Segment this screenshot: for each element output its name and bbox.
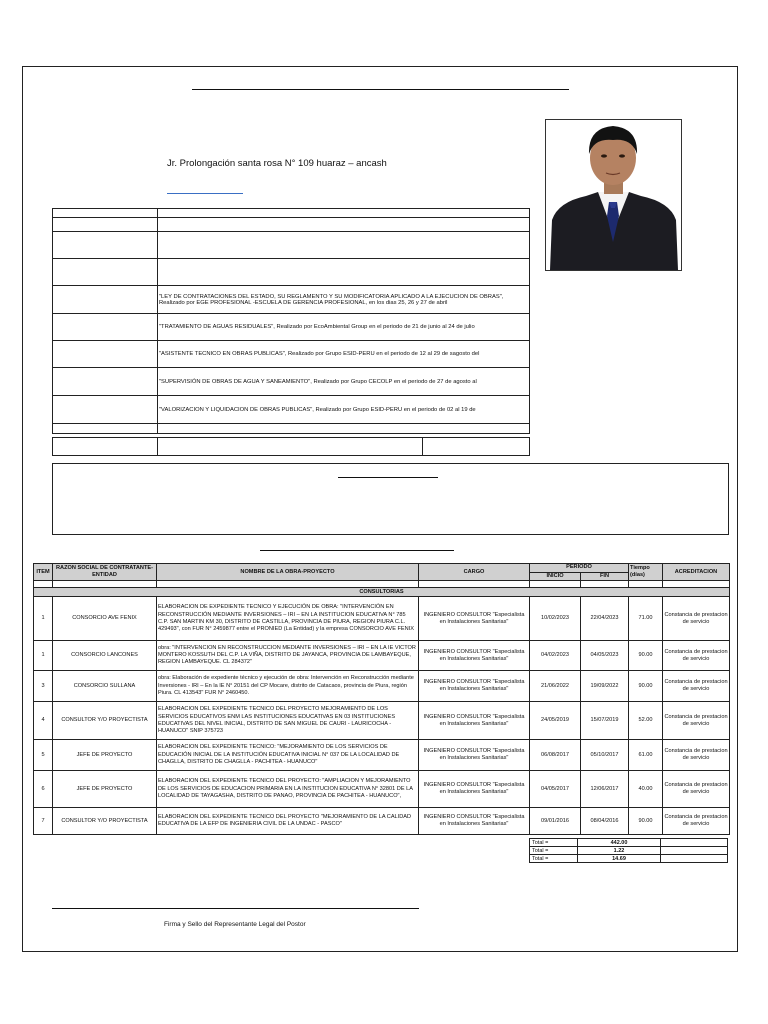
cell-tiempo: 90.00 bbox=[629, 808, 663, 835]
section-title-underline bbox=[260, 550, 454, 551]
cell-inicio: 06/08/2017 bbox=[530, 740, 581, 771]
cell-cargo: INGENIERO CONSULTOR "Especialista en Instalaciones Sanitarias" bbox=[419, 641, 530, 671]
header-obra: NOMBRE DE LA OBRA-PROYECTO bbox=[157, 564, 419, 581]
profile-photo bbox=[545, 119, 682, 271]
cell-cargo: INGENIERO CONSULTOR "Especialista en Instalaciones Sanitarias" bbox=[419, 702, 530, 740]
cell-obra: ELABORACION DEL EXPEDIENTE TECNICO DEL PROYECTO: "AMPLIACION Y MEJORAMIENTO DE LOS SERVICIOS DE EDUCACION PRIMARIA EN LA INSTITUCION EDUCATIVA N° 32801 DE LA LOCALIDAD DE TAYAGASHA, DISTRITO DE PANAO, PROVINCIA DE PACHITEA - HUANUCO", bbox=[157, 771, 419, 808]
cell-razon-social: CONSORCIO SULLANA bbox=[53, 671, 157, 702]
cell-fin: 04/05/2023 bbox=[581, 641, 629, 671]
cell-fin: 19/09/2022 bbox=[581, 671, 629, 702]
header-fin: FIN bbox=[581, 573, 629, 581]
cell-inicio: 10/02/2023 bbox=[530, 597, 581, 641]
cell-inicio: 04/05/2017 bbox=[530, 771, 581, 808]
signature-line bbox=[52, 908, 419, 909]
cell-obra: obra: "INTERVENCION EN RECONSTRUCCION MEDIANTE INVERSIONES – IRI – EN LA IE VICTOR MONTERO KOSSUTH DEL C.P. LA VIÑA, DISTRITO DE JAYANCA, PROVINCIA DE LAMBAYEQUE, REGION LAMBAYEQUE. CL 284372" bbox=[157, 641, 419, 671]
training-text: "VALORIZACION Y LIQUIDACION DE OBRAS PUBLICAS", Realizado por Grupo ESID-PERU en el periodo de 02 al 19 de bbox=[158, 396, 530, 424]
total-row bbox=[530, 847, 728, 855]
experience-table bbox=[33, 563, 730, 835]
training-row bbox=[53, 314, 530, 341]
experience-row bbox=[34, 702, 730, 740]
cell-cargo: INGENIERO CONSULTOR "Especialista en Instalaciones Sanitarias" bbox=[419, 740, 530, 771]
experience-row bbox=[34, 771, 730, 808]
cell-acreditacion: Constancia de prestacion de servicio bbox=[663, 702, 730, 740]
total-value: 14.69 bbox=[578, 855, 661, 863]
cell-obra: ELABORACION DE EXPEDIENTE TECNICO Y EJECUCIÓN DE OBRA: "INTERVENCIÓN EN RECONSTRUCCIÓN MEDIANTE INVERSIONES – IRI – EN LA INSTITUCION EDUCATIVA N° 785 C.P. SAN MARTIN KM 30, DISTRITO DE CASTILLA, PROVINCIA DE PIURA, REGION PIURA C.L. 429493", con FUR N° 2459877 entre el PRONIED (La Entidad) y la empresa CONSORCIO AVE FENIX bbox=[157, 597, 419, 641]
signature-caption: Firma y Sello del Representante Legal del Postor bbox=[164, 921, 306, 928]
experience-row bbox=[34, 671, 730, 702]
training-text: "ASISTENTE TECNICO EN OBRAS PUBLICAS", Realizado por Grupo ESID-PERU en el periodo de 12 al 29 de sagosto del bbox=[158, 341, 530, 368]
cell-cargo: INGENIERO CONSULTOR "Especialista en Instalaciones Sanitarias" bbox=[419, 597, 530, 641]
cell-cargo: INGENIERO CONSULTOR "Especialista en Instalaciones Sanitarias" bbox=[419, 671, 530, 702]
cell-razon-social: JEFE DE PROYECTO bbox=[53, 771, 157, 808]
cell-fin: 12/06/2017 bbox=[581, 771, 629, 808]
summary-box bbox=[52, 463, 729, 535]
cell-razon-social: CONSULTOR Y/O PROYECTISTA bbox=[53, 808, 157, 835]
cell-acreditacion: Constancia de prestacion de servicio bbox=[663, 808, 730, 835]
cell-item: 5 bbox=[34, 740, 53, 771]
address-text: Jr. Prolongación santa rosa N° 109 huaraz – ancash bbox=[167, 158, 387, 169]
header-item: ITEM bbox=[34, 564, 53, 581]
person-portrait-icon bbox=[546, 120, 681, 270]
cell-item: 7 bbox=[34, 808, 53, 835]
cell-tiempo: 71.00 bbox=[629, 597, 663, 641]
cell-razon-social: CONSORCIO LANCONES bbox=[53, 641, 157, 671]
cell-fin: 05/10/2017 bbox=[581, 740, 629, 771]
box-title-underline bbox=[338, 477, 438, 478]
cell-obra: ELABORACION DEL EXPEDIENTE TECNICO DEL PROYECTO "MEJORAMIENTO DE LA CALIDAD EDUCATIVA DE LA EFP DE INGENIERIA CIVIL DE LA UNDAC - PASCO" bbox=[157, 808, 419, 835]
training-text: "SUPERVISIÓN DE OBRAS DE AGUA Y SANEAMIENTO", Realizado por Grupo CECOLP en el periodo de 27 de agosto al bbox=[158, 368, 530, 396]
training-row bbox=[53, 286, 530, 314]
cell-fin: 22/04/2023 bbox=[581, 597, 629, 641]
header-cargo: CARGO bbox=[419, 564, 530, 581]
cell-cargo: INGENIERO CONSULTOR "Especialista en Instalaciones Sanitarias" bbox=[419, 771, 530, 808]
training-table bbox=[52, 208, 530, 434]
cell-acreditacion: Constancia de prestacion de servicio bbox=[663, 771, 730, 808]
training-text: "LEY DE CONTRATACIONES DEL ESTADO, SU REGLAMENTO Y SU MODIFICATORIA APLICADO A LA EJECUCION DE OBRAS", Realizado por EGE PROFESIONAL -ESCUELA DE GERENCIA PROFESIONAL, en los dias 25, 26 y 27 de abril bbox=[158, 286, 530, 314]
cell-acreditacion: Constancia de prestacion de servicio bbox=[663, 740, 730, 771]
cell-acreditacion: Constancia de prestacion de servicio bbox=[663, 641, 730, 671]
total-row bbox=[530, 839, 728, 847]
cell-inicio: 24/05/2019 bbox=[530, 702, 581, 740]
total-value: 1.22 bbox=[578, 847, 661, 855]
header-tiempo: Tiempo (días) bbox=[629, 564, 663, 581]
cell-razon-social: JEFE DE PROYECTO bbox=[53, 740, 157, 771]
email-link-underline[interactable] bbox=[167, 193, 243, 194]
training-text: "TRATAMIENTO DE AGUAS RESIDUALES", Realizado por EcoAmbiental Group en el periodo de 21 de junio al 24 de julio bbox=[158, 314, 530, 341]
total-label: Total = bbox=[530, 839, 578, 847]
cell-tiempo: 90.00 bbox=[629, 671, 663, 702]
cell-acreditacion: Constancia de prestacion de servicio bbox=[663, 597, 730, 641]
experience-row bbox=[34, 808, 730, 835]
totals-table bbox=[529, 838, 728, 863]
cell-tiempo: 61.00 bbox=[629, 740, 663, 771]
cell-item: 1 bbox=[34, 597, 53, 641]
cell-cargo: INGENIERO CONSULTOR "Especialista en Instalaciones Sanitarias" bbox=[419, 808, 530, 835]
group-row bbox=[34, 588, 730, 597]
cell-item: 3 bbox=[34, 671, 53, 702]
cell-razon-social: CONSULTOR Y/O PROYECTISTA bbox=[53, 702, 157, 740]
cell-item: 4 bbox=[34, 702, 53, 740]
header-acreditacion: ACREDITACION bbox=[663, 564, 730, 581]
cell-inicio: 04/02/2023 bbox=[530, 641, 581, 671]
cell-item: 6 bbox=[34, 771, 53, 808]
cell-inicio: 09/01/2016 bbox=[530, 808, 581, 835]
title-underline bbox=[192, 89, 569, 90]
cell-tiempo: 52.00 bbox=[629, 702, 663, 740]
cell-obra: ELABORACION DEL EXPEDIENTE TECNICO DEL PROYECTO MEJORAMIENTO DE LOS SERVICIOS EDUCATIVOS ENM LAS INSTITUCIONES EDUCATIVAS EN 03 INSTITUCIONES EDUCATIVAS DEL NIVEL INICIAL, DISTRITO DE SAN MIGUEL DE CAURI - LAURICOCHA - HUANUCO" SNIP 375723 bbox=[157, 702, 419, 740]
header-razon-social: RAZON SOCIAL DE CONTRATANTE-ENTIDAD bbox=[53, 564, 157, 581]
experience-row bbox=[34, 641, 730, 671]
total-label: Total = bbox=[530, 847, 578, 855]
cell-tiempo: 90.00 bbox=[629, 641, 663, 671]
header-periodo: PERIODO bbox=[530, 564, 629, 573]
cell-obra: ELABORACION DEL EXPEDIENTE TECNICO: "MEJORAMIENTO DE LOS SERVICIOS DE EDUCACIÓN INICIAL DE LA INSTITUCIÓN EDUCATIVA INICIAL N° 037 DE LA LOCALIDAD DE CHAGLLA, DISTRITO DE CHAGLLA - PACHITEA - HUANUCO" bbox=[157, 740, 419, 771]
training-footer-row bbox=[52, 437, 530, 456]
group-label: CONSULTORIAS bbox=[34, 588, 730, 597]
cell-razon-social: CONSORCIO AVE FENIX bbox=[53, 597, 157, 641]
experience-row bbox=[34, 740, 730, 771]
training-row bbox=[53, 396, 530, 424]
cell-acreditacion: Constancia de prestacion de servicio bbox=[663, 671, 730, 702]
training-row bbox=[53, 368, 530, 396]
total-row bbox=[530, 855, 728, 863]
cell-fin: 08/04/2016 bbox=[581, 808, 629, 835]
total-label: Total = bbox=[530, 855, 578, 863]
total-value: 442.00 bbox=[578, 839, 661, 847]
training-row bbox=[53, 341, 530, 368]
cell-obra: obra: Elaboración de expediente técnico y ejecución de obra: Intervención en Reconstrucción mediante Inversiones - IRI – En la IE N° 20151 del CP Mocare, distrito de Catacaos, provincia de Piura, región Piura. CL 413543" FUR N° 2460450. bbox=[157, 671, 419, 702]
header-inicio: INICIO bbox=[530, 573, 581, 581]
cell-tiempo: 40.00 bbox=[629, 771, 663, 808]
cell-fin: 15/07/2019 bbox=[581, 702, 629, 740]
cell-inicio: 21/06/2022 bbox=[530, 671, 581, 702]
cell-item: 1 bbox=[34, 641, 53, 671]
experience-row bbox=[34, 597, 730, 641]
